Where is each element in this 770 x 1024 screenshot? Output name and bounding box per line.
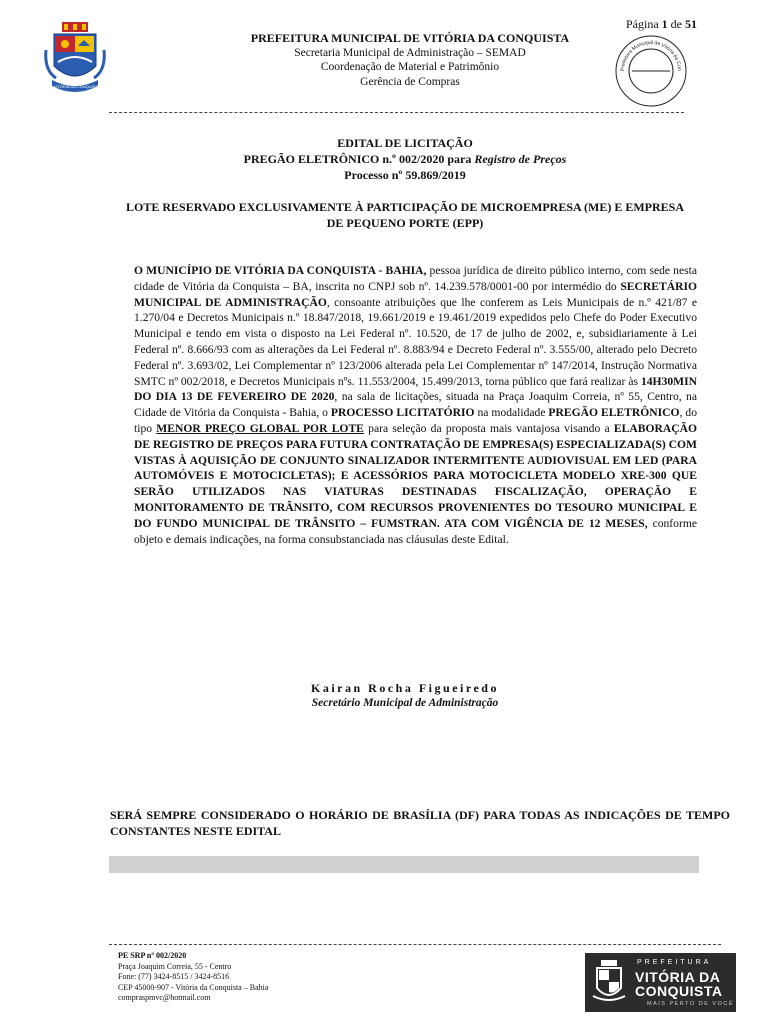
gerencia-name: Gerência de Compras [360, 75, 460, 88]
footer-contact [118, 951, 268, 1004]
brasilia-time-notice: SERÁ SEMPRE CONSIDERADO O HORÁRIO DE BRASÍLIA (DF) PARA TODAS AS INDICAÇÕES DE TEMPO CONSTANTES NESTE EDITAL [110, 808, 730, 838]
logo-tagline: MAIS PERTO DE VOCÊ [647, 1001, 735, 1007]
secretaria-name: Secretaria Municipal de Administração – SEMAD [294, 46, 526, 59]
signatory-name: Kairan Rocha Figueiredo [311, 681, 499, 695]
award-type: MENOR PREÇO GLOBAL POR LOTE [156, 421, 364, 435]
modality-label: PREGÃO ELETRÔNICO [548, 406, 680, 420]
secretary-role: SECRETÁRIO MUNICIPAL DE ADMINISTRAÇÃO [134, 279, 697, 309]
footer-address: Praça Joaquim Correia, 55 - Centro [118, 961, 232, 971]
signatory-title: Secretário Municipal de Administração [311, 697, 499, 709]
preamble-paragraph: O MUNICÍPIO DE VITÓRIA DA CONQUISTA - BAHIA, pessoa jurídica de direito público interno, com sede nesta cidade de Vitória da Conquista – BA, inscrita no CNPJ sob nº. 14.239.578/0001-00 por intermédio do SECRETÁRIO MUNICIPAL DE ADMINISTRAÇÃO, consoante atribuições que lhe conferem as Leis Municipais de n.º 421/87 e 1.270/04 e Decretos Municipais n.º 18.847/2018, 19.661/2019 e 19.461/2019 expedidos pelo Chefe do Poder Executivo Municipal e tendo em vista o disposto na Lei Federal nº. 10.520, de 17 de julho de 2002, e, subsidiariamente à Lei Federal nº. 8.666/93 com as alterações da Lei Federal nº. 8.883/94 e Decreto Federal nº. 3.555/00, alterado pelo Decreto Federal nº. 3.693/02, Lei Complementar nº 123/2006 alterada pela Lei Complementar nº 147/2014, Instrução Normativa SMTC nº 002/2018, e Decretos Municipais nºs. 11.553/2004, 15.499/2013, torna público que fará realizar às 14H30MIN DO DIA 13 DE FEVEREIRO DE 2020, na sala de licitações, situada na Praça Joaquim Correia, nº 55, Centro, na Cidade de Vitória da Conquista - Bahia, o PROCESSO LICITATÓRIO na modalidade PREGÃO ELETRÔNICO, do tipo MENOR PREÇO GLOBAL POR LOTE para seleção da proposta mais vantajosa visando a ELABORAÇÃO DE REGISTRO DE PREÇOS PARA FUTURA CONTRATAÇÃO DE EMPRESA(S) ESPECIALIZADA(S) COM VISTAS À AQUISIÇÃO DE CONJUNTO SINALIZADOR INTERMITENTE AUDIOVISUAL EM LED (PARA AUTOMÓVEIS E MOTOCICLETAS); E ACESSÓRIOS PARA MOTOCICLETA MODELO XRE-300 QUE SERÃO UTILIZADOS NAS VIATURAS DESTINADAS FISCALIZAÇÃO, OPERAÇÃO E MONITORAMENTO DE TRÂNSITO, COM RECURSOS PROVENIENTES DO TESOURO MUNICIPAL E DO FUNDO MUNICIPAL DE TRÂNSITO – FUMSTRAN. ATA COM VIGÊNCIA DE 12 MESES, conforme objeto e demais indicações, na forma consubstanciada nas cláusulas deste Edital. [134, 264, 698, 546]
page-number [626, 17, 697, 32]
footer-reference: PE SRP nº 002/2020 [118, 951, 187, 960]
municipality-name: O MUNICÍPIO DE VITÓRIA DA CONQUISTA - BAHIA, [134, 264, 427, 277]
edital-title [110, 135, 700, 183]
reserved-lot-notice: LOTE RESERVADO EXCLUSIVAMENTE À PARTICIPAÇÃO DE MICROEMPRESA (ME) E EMPRESA DE PEQUENO PORTE (EPP) [126, 200, 684, 230]
footer-cep: CEP 45000-907 - Vitória da Conquista – Bahia [118, 982, 269, 992]
header-divider [109, 112, 684, 113]
logo-prefeitura: PREFEITURA [637, 959, 712, 966]
title-line-2: PREGÃO ELETRÔNICO n.º 002/2020 para Registro de Preços [243, 152, 567, 166]
logo-city-line-2: CONQUISTA [635, 983, 723, 999]
page-total: 51 [685, 17, 697, 31]
official-seal-icon [614, 34, 688, 108]
page-of: de [670, 17, 682, 31]
object-description: ELABORAÇÃO DE REGISTRO DE PREÇOS PARA FUTURA CONTRATAÇÃO DE EMPRESA(S) ESPECIALIZADA(S) COM VISTAS À AQUISIÇÃO DE CONJUNTO SINALIZADOR INTERMITENTE AUDIOVISUAL EM LED (PARA AUTOMÓVEIS E MOTOCICLETAS); E ACESSÓRIOS PARA MOTOCICLETA MODELO XRE-300 QUE SERÃO UTILIZADOS NAS VIATURAS DESTINADAS FISCALIZAÇÃO, OPERAÇÃO E MONITORAMENTO DE TRÂNSITO, COM RECURSOS PROVENIENTES DO TESOURO MUNICIPAL E DO FUNDO MUNICIPAL DE TRÂNSITO – FUMSTRAN. ATA COM VIGÊNCIA DE 12 MESES, [134, 421, 697, 530]
process-label: PROCESSO LICITATÓRIO [330, 406, 475, 420]
organization-name: PREFEITURA MUNICIPAL DE VITÓRIA DA CONQUISTA [250, 31, 570, 45]
title-line-3: Processo nº 59.869/2019 [344, 168, 466, 182]
seal-lettering: Prefeitura Municipal de Vitória da Con [619, 39, 683, 72]
logo-crest-icon [591, 958, 627, 1006]
gray-separator-bar [109, 856, 699, 873]
title-line-1: EDITAL DE LICITAÇÃO [337, 136, 473, 150]
footer-phone: Fone: (77) 3424-8515 / 3424-8516 [118, 972, 230, 981]
page-label: Página [626, 17, 659, 31]
footer-email: compraspmvc@hotmail.com [118, 993, 211, 1002]
coordenacao-name: Coordenação de Material e Patrimônio [320, 61, 500, 73]
session-datetime: 14H30MIN DO DIA 13 DE FEVEREIRO DE 2020 [134, 374, 697, 404]
logo-city-line-1: VITÓRIA DA [635, 969, 721, 985]
crest-ribbon-text: VITÓRIA DA CONQUISTA [53, 84, 101, 89]
prefeitura-logo [585, 953, 736, 1012]
page-current: 1 [661, 17, 668, 31]
header-block [150, 31, 670, 89]
footer-divider [109, 944, 721, 945]
